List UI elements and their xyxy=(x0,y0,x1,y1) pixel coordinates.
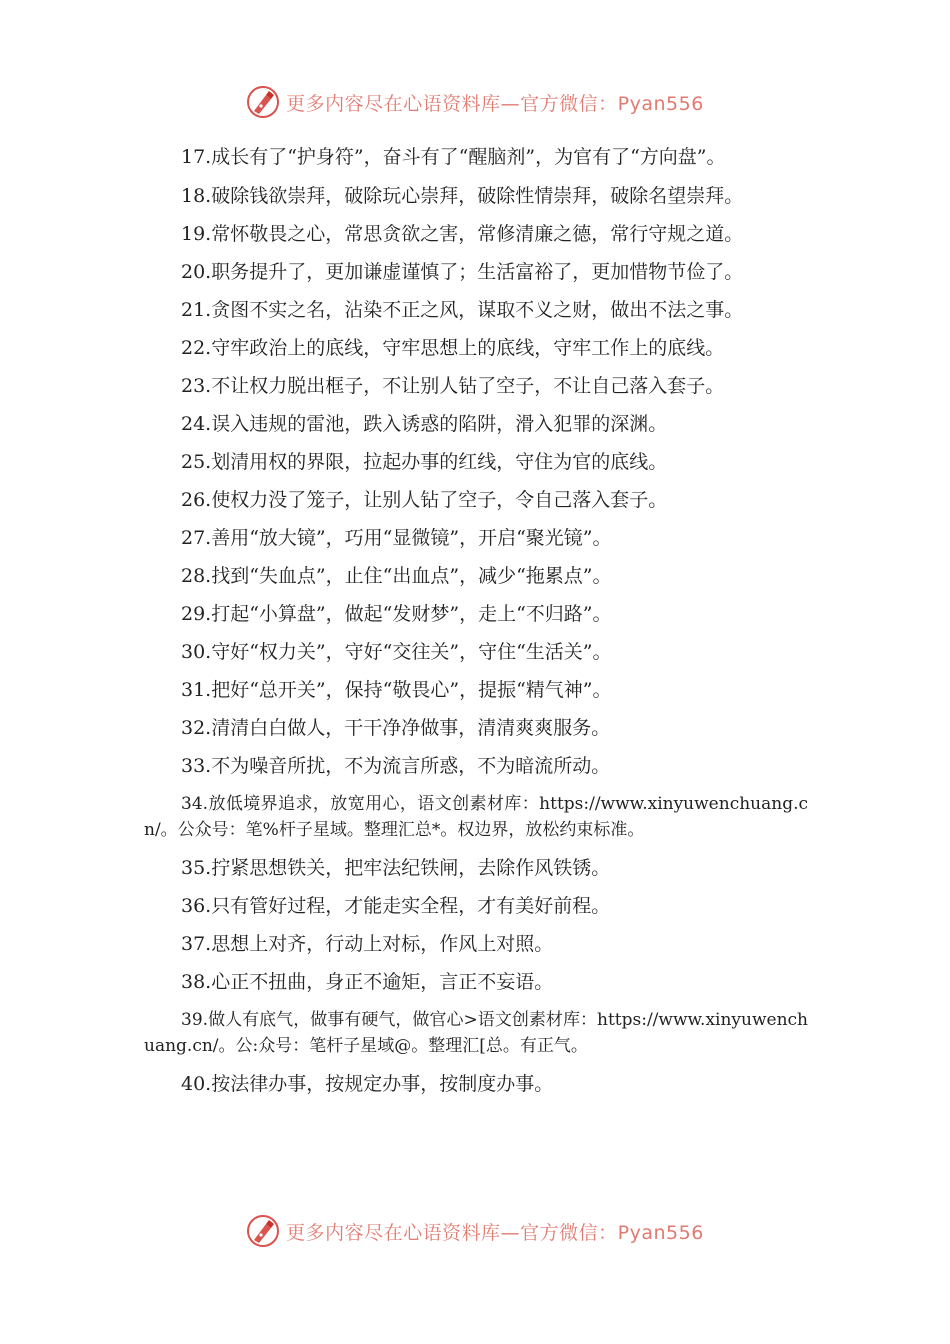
list-item: 34.放低境界追求，放宽用心，语文创素材库：https://www.xinyuwenchuang.cn/。公众号：笔%杆子星域。整理汇总*。权边界，放松约束标准。 xyxy=(144,794,808,840)
list-item: 28.找到“失血点”，止住“出血点”，减少“拖累点”。 xyxy=(181,565,612,587)
list-item: 32.清清白白做人，干干净净做事，清清爽爽服务。 xyxy=(181,717,611,739)
list-item: 33.不为噪音所扰，不为流言所惑，不为暗流所动。 xyxy=(181,755,611,777)
list-item: 22.守牢政治上的底线，守牢思想上的底线，守牢工作上的底线。 xyxy=(181,337,725,359)
list-item: 23.不让权力脱出框子，不让别人钻了空子，不让自己落入套子。 xyxy=(181,375,725,397)
list-item: 17.成长有了“护身符”，奋斗有了“醒脑剂”，为官有了“方向盘”。 xyxy=(181,146,726,168)
list-item: 37.思想上对齐，行动上对标，作风上对照。 xyxy=(181,933,554,955)
pen-nib-logo-icon xyxy=(246,85,280,119)
list-item: 31.把好“总开关”，保持“敬畏心”，提振“精气神”。 xyxy=(181,679,612,701)
list-item: 19.常怀敬畏之心，常思贪欲之害，常修清廉之德，常行守规之道。 xyxy=(181,223,744,245)
list-item: 40.按法律办事，按规定办事，按制度办事。 xyxy=(181,1073,554,1095)
list-item: 18.破除钱欲崇拜，破除玩心崇拜，破除性情崇拜，破除名望崇拜。 xyxy=(181,185,744,207)
list-item: 25.划清用权的界限，拉起办事的红线，守住为官的底线。 xyxy=(181,451,668,473)
list-item: 39.做人有底气，做事有硬气，做官心>语文创素材库：https://www.xinyuwenchuang.cn/。公:众号：笔杆子星域@。整理汇[总。有正气。 xyxy=(144,1010,808,1056)
footer-banner-text: 更多内容尽在心语资料库—官方微信：Pyan556 xyxy=(286,1221,704,1244)
list-item: 27.善用“放大镜”，巧用“显微镜”，开启“聚光镜”。 xyxy=(181,527,612,549)
list-item: 29.打起“小算盘”，做起“发财梦”，走上“不归路”。 xyxy=(181,603,612,625)
list-item: 26.使权力没了笼子，让别人钻了空子，令自己落入套子。 xyxy=(181,489,668,511)
header-banner xyxy=(0,82,950,122)
list-item: 30.守好“权力关”，守好“交往关”，守住“生活关”。 xyxy=(181,641,612,663)
list-item: 35.拧紧思想铁关，把牢法纪铁闸，去除作风铁锈。 xyxy=(181,857,611,879)
pen-nib-logo-icon xyxy=(246,1214,280,1248)
list-item: 38.心正不扭曲，身正不逾矩，言正不妄语。 xyxy=(181,971,554,993)
list-item: 36.只有管好过程，才能走实全程，才有美好前程。 xyxy=(181,895,611,917)
header-banner-text: 更多内容尽在心语资料库—官方微信：Pyan556 xyxy=(286,92,704,115)
footer-banner xyxy=(0,1211,950,1251)
list-item: 24.误入违规的雷池，跌入诱惑的陷阱，滑入犯罪的深渊。 xyxy=(181,413,668,435)
list-item: 20.职务提升了，更加谦虚谨慎了；生活富裕了，更加惜物节俭了。 xyxy=(181,261,744,283)
list-item: 21.贪图不实之名，沾染不正之风，谋取不义之财，做出不法之事。 xyxy=(181,299,744,321)
document-body xyxy=(144,140,808,1103)
